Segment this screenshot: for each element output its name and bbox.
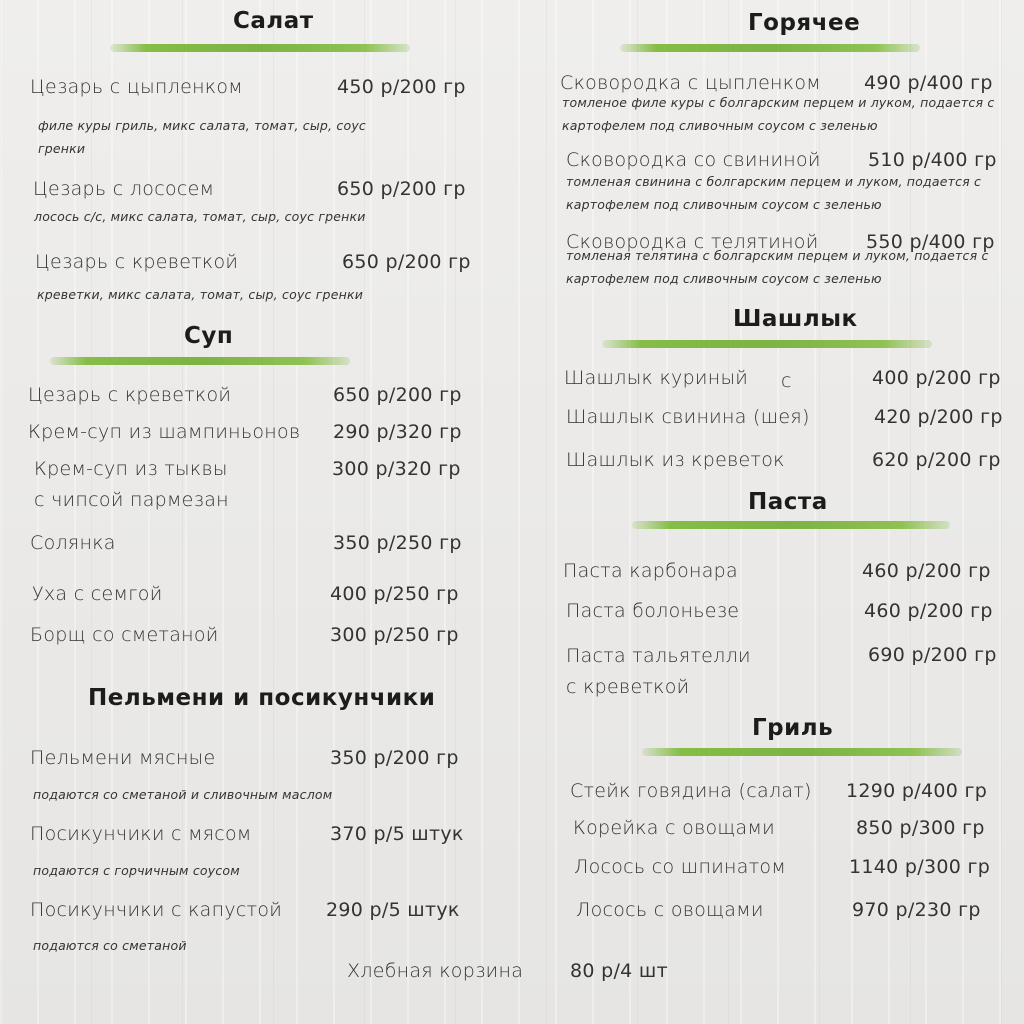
menu-item-name: Цезарь с креветкой bbox=[35, 251, 239, 273]
menu-item-name: Стейк говядина (салат) bbox=[570, 780, 812, 802]
menu-item-description: подаются с горчичным соусом bbox=[33, 863, 240, 878]
section-title-dumplings: Пельмени и посикунчики bbox=[88, 685, 436, 711]
menu-item-price: 650 р/200 гр bbox=[337, 178, 466, 200]
section-title-grill: Гриль bbox=[752, 715, 834, 741]
menu-item-price: 300 р/250 гр bbox=[330, 624, 459, 646]
stray-letter: с bbox=[781, 370, 792, 392]
section-underline-hot bbox=[620, 44, 920, 52]
menu-item-name: Крем-суп из шампиньонов bbox=[28, 421, 301, 443]
menu-item-price: 400 р/200 гр bbox=[872, 367, 1001, 389]
menu-item-price: 850 р/300 гр bbox=[856, 817, 985, 839]
menu-item-price: 290 р/320 гр bbox=[333, 421, 462, 443]
menu-item-name: Цезарь с цыпленком bbox=[30, 76, 243, 98]
menu-item-name: Борщ со сметаной bbox=[30, 624, 219, 646]
menu-item-price: 690 р/200 гр bbox=[868, 644, 997, 666]
menu-item-price: 350 р/250 гр bbox=[333, 532, 462, 554]
menu-item-price: 650 р/200 гр bbox=[342, 251, 471, 273]
menu-item-price: 350 р/200 гр bbox=[330, 747, 459, 769]
menu-item-name: Крем-суп из тыквы с чипсой пармезан bbox=[34, 458, 229, 511]
menu-item-price: 1140 р/300 гр bbox=[849, 856, 991, 878]
menu-item-description: креветки, микс салата, томат, сыр, соус гренки bbox=[37, 287, 364, 302]
menu-item-name: Сковородка с телятиной bbox=[566, 231, 819, 253]
menu-item-price: 550 р/400 гр bbox=[866, 231, 995, 253]
section-underline-pasta bbox=[632, 521, 950, 529]
menu-item-name: Пельмени мясные bbox=[30, 747, 216, 769]
menu-item-name: Лосось с овощами bbox=[576, 899, 764, 921]
menu-item-name: Шашлык из креветок bbox=[566, 449, 785, 471]
menu-item-price: 370 р/5 штук bbox=[330, 823, 464, 845]
menu-item-price: 400 р/250 гр bbox=[330, 583, 459, 605]
menu-item-name: Паста тальятелли с креветкой bbox=[566, 645, 751, 698]
menu-item-price: 620 р/200 гр bbox=[872, 449, 1001, 471]
menu-item-description: томленая телятина с болгарским перцем и луком, подается с картофелем под сливочным соусом с зеленью bbox=[566, 248, 989, 286]
section-title-soup: Суп bbox=[184, 323, 234, 349]
menu-item-price: 300 р/320 гр bbox=[332, 458, 461, 480]
menu-item-name: Уха с семгой bbox=[32, 583, 163, 605]
menu-item-price: 490 р/400 гр bbox=[864, 72, 993, 94]
menu-item-price: 290 р/5 штук bbox=[326, 899, 460, 921]
menu-item-price: 420 р/200 гр bbox=[874, 406, 1003, 428]
menu-item-name: Цезарь с лососем bbox=[33, 178, 215, 200]
menu-item-description: подаются со сметаной bbox=[33, 938, 187, 953]
section-title-pasta: Паста bbox=[748, 489, 828, 515]
menu-item-name: Паста карбонара bbox=[563, 560, 738, 582]
menu-item-name: Солянка bbox=[30, 532, 116, 554]
menu-item-name: Посикунчики с капустой bbox=[30, 899, 283, 921]
section-underline-shashlik bbox=[602, 340, 932, 348]
section-title-hot: Горячее bbox=[748, 10, 861, 36]
menu-item-description: томленое филе куры с болгарским перцем и луком, подается с картофелем под сливочным соусом с зеленью bbox=[562, 95, 995, 133]
bread-basket-name: Хлебная корзина bbox=[347, 960, 524, 982]
menu-item-name: Лосось со шпинатом bbox=[574, 856, 786, 878]
section-underline-grill bbox=[642, 748, 962, 756]
section-underline-salad bbox=[110, 44, 410, 52]
section-underline-soup bbox=[50, 357, 350, 365]
menu-item-price: 650 р/200 гр bbox=[333, 384, 462, 406]
menu-item-price: 1290 р/400 гр bbox=[846, 780, 988, 802]
menu-item-name: Сковородка с цыпленком bbox=[560, 72, 821, 94]
menu-item-name: Шашлык свинина (шея) bbox=[566, 406, 810, 428]
menu-item-description: томленая свинина с болгарским перцем и луком, подается с картофелем под сливочным соусом с зеленью bbox=[566, 174, 982, 212]
section-title-salad: Салат bbox=[233, 8, 314, 34]
menu-item-name: Паста болоньезе bbox=[566, 600, 740, 622]
menu-item-price: 510 р/400 гр bbox=[868, 149, 997, 171]
menu-item-name: Шашлык куриный bbox=[564, 367, 749, 389]
menu-item-description: подаются со сметаной и сливочным маслом bbox=[33, 787, 333, 802]
menu-item-name: Цезарь с креветкой bbox=[28, 384, 232, 406]
menu-item-name: Корейка с овощами bbox=[573, 817, 775, 839]
menu-item-description: лосось с/с, микс салата, томат, сыр, соус гренки bbox=[34, 209, 366, 224]
menu-item-price: 460 р/200 гр bbox=[862, 560, 991, 582]
menu-item-price: 970 р/230 гр bbox=[852, 899, 981, 921]
menu-item-price: 460 р/200 гр bbox=[864, 600, 993, 622]
menu-item-name: Сковородка со свининой bbox=[566, 149, 821, 171]
menu-item-description: филе куры гриль, микс салата, томат, сыр, соус гренки bbox=[38, 118, 366, 156]
menu-item-name: Посикунчики с мясом bbox=[30, 823, 252, 845]
menu-item-price: 450 р/200 гр bbox=[337, 76, 466, 98]
bread-basket-price: 80 р/4 шт bbox=[570, 960, 668, 982]
section-title-shashlik: Шашлык bbox=[733, 306, 858, 332]
